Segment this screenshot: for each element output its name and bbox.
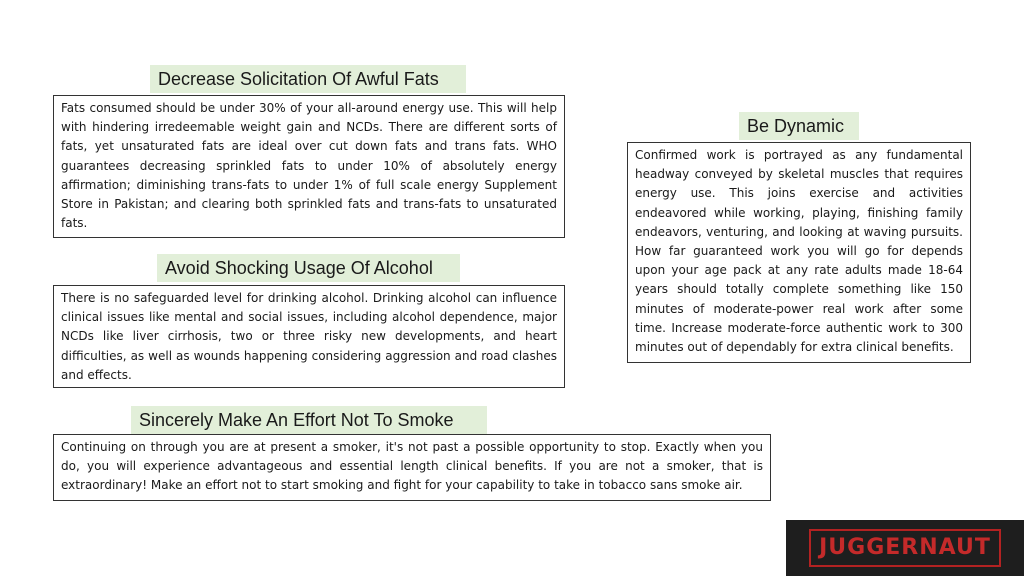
brand-logo	[786, 520, 1024, 576]
section-heading-alcohol: Avoid Shocking Usage Of Alcohol	[157, 254, 460, 282]
section-heading-fats: Decrease Solicitation Of Awful Fats	[150, 65, 466, 93]
section-body-smoke: Continuing on through you are at present a smoker, it's not past a possible opportunity to stop. Exactly when you do, you will experience advantageous and essential length clinical benefits. If you are not a smoker, that is extraordinary! Make an effort not to start smoking and fight for your capability to take in tobacco sans smoke air.	[53, 434, 771, 501]
section-heading-dynamic: Be Dynamic	[739, 112, 859, 140]
section-body-dynamic: Confirmed work is portrayed as any fundamental headway conveyed by skeletal muscles that requires energy use. This joins exercise and activities endeavored while working, playing, finishing family endeavors, venturing, and looking at waving pursuits. How far guaranteed work you will go for depends upon your age pack at any rate adults made 18-64 years should totally complete something like 150 minutes of moderate-power real work after some time. Increase moderate-force authentic work to 300 minutes out of dependably for extra clinical benefits.	[627, 142, 971, 363]
brand-logo-text: JUGGERNAUT	[809, 529, 1001, 567]
section-body-alcohol: There is no safeguarded level for drinking alcohol. Drinking alcohol can influence clinical issues like mental and social issues, including alcohol dependence, major NCDs like liver cirrhosis, two or three risky new developments, and heart difficulties, as well as wounds happening considering aggression and road clashes and effects.	[53, 285, 565, 388]
section-body-fats: Fats consumed should be under 30% of your all-around energy use. This will help with hindering irredeemable weight gain and NCDs. There are different sorts of fats, yet unsaturated fats are ideal over cut down fats and trans fats. WHO guarantees decreasing sprinkled fats to under 10% of absolutely energy affirmation; diminishing trans-fats to under 1% of full scale energy Supplement Store in Pakistan; and clearing both sprinkled fats and trans-fats to unsaturated fats.	[53, 95, 565, 238]
section-heading-smoke: Sincerely Make An Effort Not To Smoke	[131, 406, 487, 434]
